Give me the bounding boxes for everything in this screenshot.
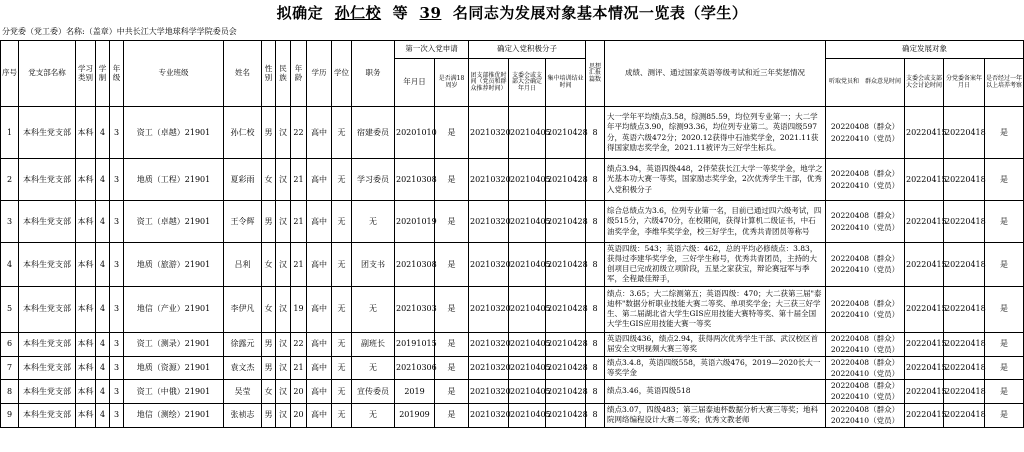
table-row — [1, 159, 1024, 201]
cell-gender: 女 — [262, 380, 276, 404]
cell-branch: 本科生党支部 — [19, 380, 76, 404]
cell-opinion — [826, 201, 905, 243]
header-seq: 序号 — [1, 41, 19, 107]
cell-study-type: 本科 — [76, 332, 96, 356]
cell-grade: 3 — [110, 107, 124, 159]
opinion-members: 20220410（党员） — [830, 416, 900, 425]
cell-opinion — [826, 107, 905, 159]
cell-opinion — [826, 380, 905, 404]
cell-trained: 是 — [985, 380, 1024, 404]
opinion-members: 20220410（党员） — [830, 392, 900, 402]
table-row — [1, 403, 1024, 427]
cell-report-count: 8 — [586, 243, 605, 287]
cell-over18: 是 — [435, 356, 469, 380]
opinion-members: 20220410（党员） — [830, 180, 900, 190]
header-first-app: 第一次入党申请 — [395, 41, 469, 59]
opinion-members: 20220410（党员） — [830, 265, 900, 275]
header-performance: 成绩、测评、通过国家英语等级考试和近三年奖惩情况 — [605, 41, 826, 107]
cell-grade: 3 — [110, 286, 124, 332]
cell-education: 高中 — [307, 201, 332, 243]
cell-major: 地信（测绘）21901 — [124, 403, 224, 427]
cell-approve-date: 20220418 — [944, 107, 985, 159]
opinion-members: 20220410（党员） — [830, 368, 900, 378]
title-name: 孙仁校 — [334, 4, 382, 22]
cell-apply-date: 20210303 — [395, 286, 435, 332]
cell-grade: 3 — [110, 159, 124, 201]
cell-opinion — [826, 286, 905, 332]
cell-study-type: 本科 — [76, 159, 96, 201]
header-discuss-date: 支委会或支部大会讨论时间 — [905, 59, 944, 107]
cell-education: 高中 — [307, 356, 332, 380]
cell-seq: 5 — [1, 286, 19, 332]
cell-over18: 是 — [435, 159, 469, 201]
cell-discuss-date: 20220415 — [905, 380, 944, 404]
opinion-masses: 20220408（群众） — [830, 122, 900, 132]
cell-position: 无 — [352, 403, 395, 427]
cell-position: 无 — [352, 356, 395, 380]
header-education: 学历 — [307, 41, 332, 107]
opinion-masses: 20220408（群众） — [830, 404, 900, 414]
cell-length: 4 — [96, 159, 110, 201]
cell-rec-date: 20210320 — [469, 332, 509, 356]
cell-study-type: 本科 — [76, 356, 96, 380]
cell-approve-date: 20220418 — [944, 356, 985, 380]
cell-branch: 本科生党支部 — [19, 286, 76, 332]
cell-seq: 7 — [1, 356, 19, 380]
cell-training-date: 20210428 — [546, 356, 586, 380]
table-row — [1, 243, 1024, 287]
cell-committee-date: 20210405 — [509, 107, 546, 159]
cell-ethnic: 汉 — [276, 356, 291, 380]
cell-age: 21 — [291, 159, 307, 201]
cell-position: 宿建委员 — [352, 107, 395, 159]
cell-degree: 无 — [332, 403, 352, 427]
opinion-masses: 20220408（群众） — [830, 357, 900, 367]
table-row — [1, 356, 1024, 380]
header-name: 姓名 — [224, 41, 262, 107]
cell-approve-date: 20220418 — [944, 332, 985, 356]
cell-length: 4 — [96, 403, 110, 427]
cell-ethnic: 汉 — [276, 403, 291, 427]
cell-report-count: 8 — [586, 356, 605, 380]
cell-education: 高中 — [307, 380, 332, 404]
cell-length: 4 — [96, 243, 110, 287]
cell-length: 4 — [96, 332, 110, 356]
cell-name: 王令辉 — [224, 201, 262, 243]
cell-over18: 是 — [435, 332, 469, 356]
cell-report-count: 8 — [586, 380, 605, 404]
cell-discuss-date: 20220415 — [905, 107, 944, 159]
header-report-count: 思想汇报篇数 — [586, 41, 605, 107]
cell-trained: 是 — [985, 286, 1024, 332]
cell-age: 21 — [291, 356, 307, 380]
cell-degree: 无 — [332, 107, 352, 159]
cell-discuss-date: 20220415 — [905, 159, 944, 201]
cell-rec-date: 20210320 — [469, 356, 509, 380]
cell-degree: 无 — [332, 286, 352, 332]
header-grade: 年级 — [110, 41, 124, 107]
cell-age: 22 — [291, 107, 307, 159]
cell-over18: 是 — [435, 403, 469, 427]
cell-over18: 是 — [435, 243, 469, 287]
cell-committee-date: 20210405 — [509, 356, 546, 380]
opinion-masses: 20220408（群众） — [830, 381, 900, 390]
cell-ethnic: 汉 — [276, 286, 291, 332]
cell-training-date: 20210428 — [546, 380, 586, 404]
cell-grade: 3 — [110, 201, 124, 243]
header-trained: 是否经过一年以上培养考察 — [985, 59, 1024, 107]
cell-report-count: 8 — [586, 107, 605, 159]
header-length: 学制 — [96, 41, 110, 107]
header-branch: 党支部名称 — [19, 41, 76, 107]
cell-ethnic: 汉 — [276, 201, 291, 243]
table-row — [1, 201, 1024, 243]
opinion-members: 20220410（党员） — [830, 345, 900, 354]
header-dev-group: 确定发展对象 — [826, 41, 1024, 59]
cell-age: 22 — [291, 332, 307, 356]
cell-grade: 3 — [110, 332, 124, 356]
opinion-members: 20220410（党员） — [830, 222, 900, 232]
cell-apply-date: 20201010 — [395, 107, 435, 159]
cell-opinion — [826, 159, 905, 201]
cell-trained: 是 — [985, 159, 1024, 201]
cell-degree: 无 — [332, 356, 352, 380]
cell-position: 学习委员 — [352, 159, 395, 201]
cell-position: 团支书 — [352, 243, 395, 287]
cell-ethnic: 汉 — [276, 332, 291, 356]
cell-major: 地质（资源）21901 — [124, 356, 224, 380]
cell-seq: 6 — [1, 332, 19, 356]
cell-report-count: 8 — [586, 286, 605, 332]
cell-major: 地信（产业）21901 — [124, 286, 224, 332]
header-training-date: 集中培训结业时间 — [546, 59, 586, 107]
cell-name: 夏彩雨 — [224, 159, 262, 201]
cell-grade: 3 — [110, 380, 124, 404]
cell-rec-date: 20210320 — [469, 159, 509, 201]
cell-study-type: 本科 — [76, 107, 96, 159]
opinion-masses: 20220408（群众） — [830, 211, 900, 221]
cell-report-count: 8 — [586, 201, 605, 243]
header-position: 职务 — [352, 41, 395, 107]
table-row — [1, 380, 1024, 404]
cell-opinion — [826, 243, 905, 287]
cell-rec-date: 20210320 — [469, 243, 509, 287]
cell-opinion — [826, 332, 905, 356]
cell-name: 吕利 — [224, 243, 262, 287]
cell-gender: 女 — [262, 243, 276, 287]
cell-committee-date: 20210405 — [509, 332, 546, 356]
header-activist-group: 确定入党积极分子 — [469, 41, 586, 59]
cell-gender: 女 — [262, 159, 276, 201]
title-mid: 等 — [392, 4, 409, 22]
cell-study-type: 本科 — [76, 286, 96, 332]
cell-gender: 男 — [262, 201, 276, 243]
cell-grade: 3 — [110, 243, 124, 287]
cell-education: 高中 — [307, 107, 332, 159]
candidate-table — [0, 40, 1024, 428]
cell-major: 资工（中俄）21901 — [124, 380, 224, 404]
cell-discuss-date: 20220415 — [905, 201, 944, 243]
cell-discuss-date: 20220415 — [905, 403, 944, 427]
title-count: 39 — [419, 4, 442, 22]
cell-trained: 是 — [985, 403, 1024, 427]
cell-training-date: 20210428 — [546, 286, 586, 332]
cell-ethnic: 汉 — [276, 107, 291, 159]
cell-study-type: 本科 — [76, 201, 96, 243]
cell-ethnic: 汉 — [276, 380, 291, 404]
cell-length: 4 — [96, 201, 110, 243]
opinion-masses: 20220408（群众） — [830, 254, 900, 263]
cell-length: 4 — [96, 286, 110, 332]
cell-report-count: 8 — [586, 159, 605, 201]
cell-study-type: 本科 — [76, 380, 96, 404]
cell-age: 21 — [291, 201, 307, 243]
cell-major: 资工（卓越）21901 — [124, 107, 224, 159]
table-row — [1, 332, 1024, 356]
cell-study-type: 本科 — [76, 243, 96, 287]
cell-length: 4 — [96, 356, 110, 380]
cell-committee-date: 20210405 — [509, 403, 546, 427]
page-title — [0, 2, 1024, 23]
cell-seq: 1 — [1, 107, 19, 159]
cell-ethnic: 汉 — [276, 159, 291, 201]
cell-apply-date: 20210306 — [395, 356, 435, 380]
cell-education: 高中 — [307, 403, 332, 427]
cell-performance: 绩点3.07，四级483；第三届泰迪杯数据分析大赛三等奖；地科院网络编程设计大赛二等奖；优秀文教老师 — [605, 403, 826, 427]
header-apply-date: 年月日 — [395, 59, 435, 107]
header-degree: 学位 — [332, 41, 352, 107]
cell-performance: 综合总绩点为3.6，位列专业第一名，目前已通过四六级考试，四级515分，六级470分，在校期间，获得计算机二级证书，中石油奖学金，李维华奖学金，校三好学生，优秀共青团员等称号 — [605, 201, 826, 243]
cell-degree: 无 — [332, 201, 352, 243]
cell-branch: 本科生党支部 — [19, 356, 76, 380]
cell-education: 高中 — [307, 286, 332, 332]
cell-education: 高中 — [307, 159, 332, 201]
cell-gender: 男 — [262, 403, 276, 427]
cell-branch: 本科生党支部 — [19, 243, 76, 287]
header-row-1 — [1, 41, 1024, 59]
cell-committee-date: 20210405 — [509, 159, 546, 201]
cell-rec-date: 20210320 — [469, 201, 509, 243]
org-line: 分党委（党工委）名称:（盖章）中共长江大学地球科学学院委员会 — [2, 27, 237, 36]
cell-trained: 是 — [985, 243, 1024, 287]
cell-performance: 绩点3.94，英语四级448，2伴荣获长江大学一等奖学金，地学之光基本功大赛一等奖，国家励志奖学金，2次优秀学生干部，优秀入党积极分子 — [605, 159, 826, 201]
cell-apply-date: 20191015 — [395, 332, 435, 356]
title-prefix: 拟确定 — [276, 4, 324, 22]
header-approve-date: 分党委备案年月日 — [944, 59, 985, 107]
cell-ethnic: 汉 — [276, 243, 291, 287]
cell-performance: 绩点：3.65；大二综测第五；英语四级：470；大二获第三届"泰迪杯"数据分析职业技能大赛二等奖、单项奖学金；大三获三好学生、第二届湖北省大学生GIS应用技能大赛特等奖、第十届全国大学生GIS应用技能大赛一等奖 — [605, 286, 826, 332]
cell-discuss-date: 20220415 — [905, 332, 944, 356]
cell-over18: 是 — [435, 107, 469, 159]
cell-over18: 是 — [435, 380, 469, 404]
cell-apply-date: 201909 — [395, 403, 435, 427]
cell-performance: 大一学年平均绩点3.58，综测85.59，均位列专业第一；大二学年平均绩点3.90，综测93.36，均位列专业第二。英语四级597分，英语六级472分；2020.12获得中石油奖学金，2021.11获得国家励志奖学金，2021.11被评为三好学生标兵。 — [605, 107, 826, 159]
cell-grade: 3 — [110, 403, 124, 427]
cell-position: 无 — [352, 286, 395, 332]
cell-degree: 无 — [332, 243, 352, 287]
title-suffix: 名同志为发展对象基本情况一览表（学生） — [452, 4, 748, 22]
cell-seq: 8 — [1, 380, 19, 404]
cell-name: 袁文杰 — [224, 356, 262, 380]
header-committee-date: 支委会或支部大会确定年月日 — [509, 59, 546, 107]
cell-major: 地质（旅游）21901 — [124, 243, 224, 287]
cell-committee-date: 20210405 — [509, 380, 546, 404]
cell-committee-date: 20210405 — [509, 286, 546, 332]
cell-branch: 本科生党支部 — [19, 107, 76, 159]
table-body — [1, 107, 1024, 428]
cell-position: 副班长 — [352, 332, 395, 356]
cell-seq: 3 — [1, 201, 19, 243]
cell-branch: 本科生党支部 — [19, 159, 76, 201]
cell-name: 李伊凡 — [224, 286, 262, 332]
header-opinion: 听取党员和 群众意见时间 — [826, 59, 905, 107]
cell-age: 20 — [291, 380, 307, 404]
cell-approve-date: 20220418 — [944, 380, 985, 404]
cell-study-type: 本科 — [76, 403, 96, 427]
cell-report-count: 8 — [586, 332, 605, 356]
cell-seq: 4 — [1, 243, 19, 287]
table-row — [1, 286, 1024, 332]
cell-apply-date: 20201019 — [395, 201, 435, 243]
cell-rec-date: 20210320 — [469, 286, 509, 332]
cell-length: 4 — [96, 380, 110, 404]
cell-grade: 3 — [110, 356, 124, 380]
cell-trained: 是 — [985, 332, 1024, 356]
cell-branch: 本科生党支部 — [19, 332, 76, 356]
cell-age: 20 — [291, 403, 307, 427]
cell-approve-date: 20220418 — [944, 201, 985, 243]
header-ethnic: 民族 — [276, 41, 291, 107]
cell-over18: 是 — [435, 286, 469, 332]
cell-branch: 本科生党支部 — [19, 201, 76, 243]
cell-name: 孙仁校 — [224, 107, 262, 159]
cell-training-date: 20210428 — [546, 159, 586, 201]
cell-approve-date: 20220418 — [944, 159, 985, 201]
header-rec-date: 团支部推优时间（党员和群众推荐时间） — [469, 59, 509, 107]
cell-major: 地质（工程）21901 — [124, 159, 224, 201]
cell-age: 19 — [291, 286, 307, 332]
cell-performance: 绩点3.46，英语四级518 — [605, 380, 826, 404]
cell-gender: 男 — [262, 332, 276, 356]
opinion-masses: 20220408（群众） — [830, 333, 900, 343]
cell-position: 宣传委员 — [352, 380, 395, 404]
cell-age: 21 — [291, 243, 307, 287]
cell-committee-date: 20210405 — [509, 243, 546, 287]
cell-gender: 女 — [262, 286, 276, 332]
cell-training-date: 20210428 — [546, 243, 586, 287]
cell-trained: 是 — [985, 107, 1024, 159]
cell-education: 高中 — [307, 243, 332, 287]
cell-discuss-date: 20220415 — [905, 243, 944, 287]
cell-training-date: 20210428 — [546, 332, 586, 356]
header-age: 年龄 — [291, 41, 307, 107]
cell-discuss-date: 20220415 — [905, 286, 944, 332]
cell-seq: 2 — [1, 159, 19, 201]
cell-training-date: 20210428 — [546, 403, 586, 427]
cell-length: 4 — [96, 107, 110, 159]
cell-rec-date: 20210320 — [469, 380, 509, 404]
cell-major: 资工（测录）21901 — [124, 332, 224, 356]
cell-trained: 是 — [985, 201, 1024, 243]
cell-performance: 英语四级：543；英语六级：462，总的平均必修绩点：3.83，获得过李建华奖学金，三好学生称号，优秀共青团员，主持的大创项目已完成初级立项阶段，五星之家获宝，辩论赛冠军与季军，全程最佳辩手， — [605, 243, 826, 287]
cell-approve-date: 20220418 — [944, 243, 985, 287]
cell-name: 徐露元 — [224, 332, 262, 356]
cell-degree: 无 — [332, 332, 352, 356]
cell-performance: 英语四级436，绩点2.94，获得两次优秀学生干部、武汉校区首届安全文明视频大赛三等奖 — [605, 332, 826, 356]
cell-gender: 男 — [262, 107, 276, 159]
cell-approve-date: 20220418 — [944, 403, 985, 427]
cell-apply-date: 20210308 — [395, 159, 435, 201]
cell-position: 无 — [352, 201, 395, 243]
cell-degree: 无 — [332, 380, 352, 404]
cell-seq: 9 — [1, 403, 19, 427]
cell-major: 资工（卓越）21901 — [124, 201, 224, 243]
cell-training-date: 20210428 — [546, 107, 586, 159]
header-over18: 是否满18周岁 — [435, 59, 469, 107]
opinion-masses: 20220408（群众） — [830, 169, 900, 179]
cell-over18: 是 — [435, 201, 469, 243]
opinion-members: 20220410（党员） — [830, 133, 900, 143]
header-gender: 性别 — [262, 41, 276, 107]
header-major: 专业班级 — [124, 41, 224, 107]
cell-apply-date: 2019 — [395, 380, 435, 404]
cell-trained: 是 — [985, 356, 1024, 380]
cell-discuss-date: 20220415 — [905, 356, 944, 380]
cell-name: 张祯志 — [224, 403, 262, 427]
cell-opinion — [826, 403, 905, 427]
cell-approve-date: 20220418 — [944, 286, 985, 332]
cell-rec-date: 20210320 — [469, 107, 509, 159]
cell-name: 吴莹 — [224, 380, 262, 404]
opinion-masses: 20220408（群众） — [830, 298, 900, 308]
cell-apply-date: 20210308 — [395, 243, 435, 287]
opinion-members: 20220410（党员） — [830, 310, 900, 319]
cell-education: 高中 — [307, 332, 332, 356]
table-row — [1, 107, 1024, 159]
cell-gender: 男 — [262, 356, 276, 380]
cell-degree: 无 — [332, 159, 352, 201]
cell-committee-date: 20210405 — [509, 201, 546, 243]
cell-rec-date: 20210320 — [469, 403, 509, 427]
cell-branch: 本科生党支部 — [19, 403, 76, 427]
cell-performance: 绩点3.4.8，英语四级558，英语六级476，2019—2020长大一等奖学金 — [605, 356, 826, 380]
cell-opinion — [826, 356, 905, 380]
cell-report-count: 8 — [586, 403, 605, 427]
cell-training-date: 20210428 — [546, 201, 586, 243]
header-study-type: 学习类别 — [76, 41, 96, 107]
